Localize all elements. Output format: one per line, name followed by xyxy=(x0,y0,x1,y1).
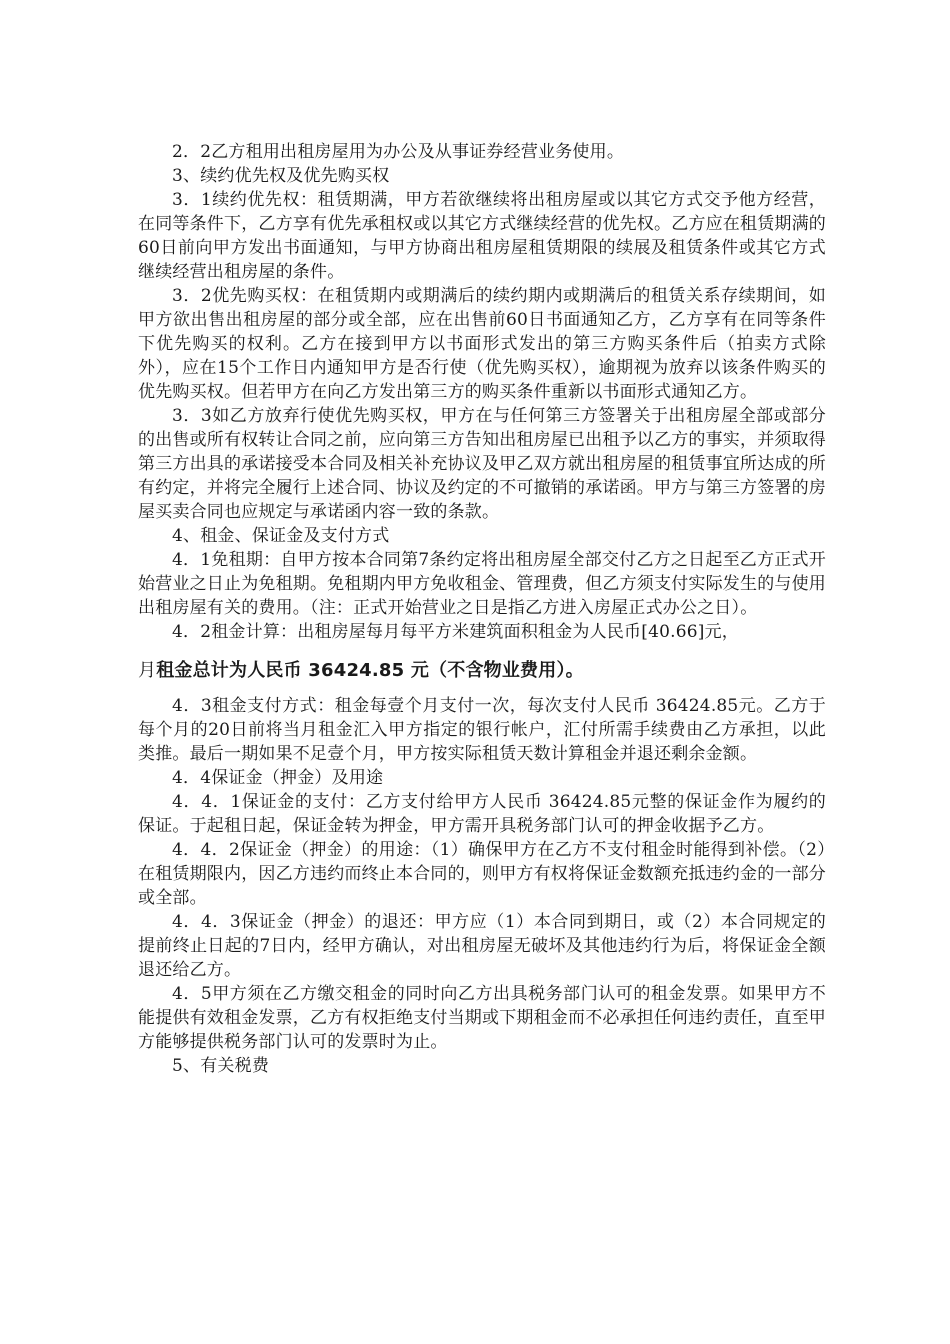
clause-4-4-3: 4．4．3保证金（押金）的退还：甲方应（1）本合同到期日，或（2）本合同规定的提前终止日起的7日内，经甲方确认，对出租房屋无破坏及其他违约行为后，将保证金全额退还给乙方。 xyxy=(138,912,826,980)
section-4-heading: 4、租金、保证金及支付方式 xyxy=(172,526,390,546)
clause-4-1: 4．1免租期：自甲方按本合同第7条约定将出租房屋全部交付乙方之日起至乙方正式开始营业之日止为免租期。免租期内甲方免收租金、管理费，但乙方须支付实际发生的与使用出租房屋有关的费用。（注：正式开始营业之日是指乙方进入房屋正式办公之日）。 xyxy=(138,550,826,618)
rent-total-prefix: 月 xyxy=(138,660,157,681)
clause-4-4-1: 4．4．1保证金的支付：乙方支付给甲方人民币 36424.85元整的保证金作为履约的保证。于起租日起，保证金转为押金，甲方需开具税务部门认可的押金收据予乙方。 xyxy=(138,792,826,836)
section-3-heading: 3、续约优先权及优先购买权 xyxy=(172,166,390,186)
clause-4-2: 4．2租金计算：出租房屋每月每平方米建筑面积租金为人民币[40.66]元， xyxy=(172,622,739,642)
document-body xyxy=(138,140,826,1078)
rent-total-line xyxy=(138,658,826,684)
rent-total-amount: 租金总计为人民币 36424.85 元（不含物业费用）。 xyxy=(156,660,584,681)
clause-3-1: 3．1续约优先权：租赁期满，甲方若欲继续将出租房屋或以其它方式交予他方经营，在同等条件下，乙方享有优先承租权或以其它方式继续经营的优先权。乙方应在租赁期满的60日前向甲方发出书面通知，与甲方协商出租房屋租赁期限的续展及租赁条件或其它方式继续经营出租房屋的条件。 xyxy=(138,190,826,282)
clause-4-5: 4．5甲方须在乙方缴交租金的同时向乙方出具税务部门认可的租金发票。如果甲方不能提供有效租金发票，乙方有权拒绝支付当期或下期租金而不必承担任何违约责任，直至甲方能够提供税务部门认可的发票时为止。 xyxy=(138,984,826,1052)
clause-3-3: 3．3如乙方放弃行使优先购买权，甲方在与任何第三方签署关于出租房屋全部或部分的出售或所有权转让合同之前，应向第三方告知出租房屋已出租予以乙方的事实，并须取得第三方出具的承诺接受本合同及相关补充协议及甲乙双方就出租房屋的租赁事宜所达成的所有约定，并将完全履行上述合同、协议及约定的不可撤销的承诺函。甲方与第三方签署的房屋买卖合同也应规定与承诺函内容一致的条款。 xyxy=(138,406,826,522)
clause-4-4-2: 4．4．2保证金（押金）的用途：（1）确保甲方在乙方不支付租金时能得到补偿。（2）在租赁期限内，因乙方违约而终止本合同的，则甲方有权将保证金数额充抵违约金的一部分或全部。 xyxy=(138,840,826,908)
clause-3-2: 3．2优先购买权：在租赁期内或期满后的续约期内或期满后的租赁关系存续期间，如甲方欲出售出租房屋的部分或全部，应在出售前60日书面通知乙方，乙方享有在同等条件下优先购买的权利。乙方在接到甲方以书面形式发出的第三方购买条件后（拍卖方式除外），应在15个工作日内通知甲方是否行使（优先购买权），逾期视为放弃以该条件购买的优先购买权。但若甲方在向乙方发出第三方的购买条件重新以书面形式通知乙方。 xyxy=(138,286,826,402)
section-5-heading: 5、有关税费 xyxy=(172,1056,270,1076)
clause-4-4: 4．4保证金（押金）及用途 xyxy=(172,768,384,788)
clause-4-3: 4．3租金支付方式：租金每壹个月支付一次，每次支付人民币 36424.85元。乙方于每个月的20日前将当月租金汇入甲方指定的银行帐户，汇付所需手续费由乙方承担，以此类推。最后一期如果不足壹个月，甲方按实际租赁天数计算租金并退还剩余金额。 xyxy=(138,696,826,764)
clause-2-2: 2．2乙方租用出租房屋用为办公及从事证券经营业务使用。 xyxy=(172,142,625,162)
